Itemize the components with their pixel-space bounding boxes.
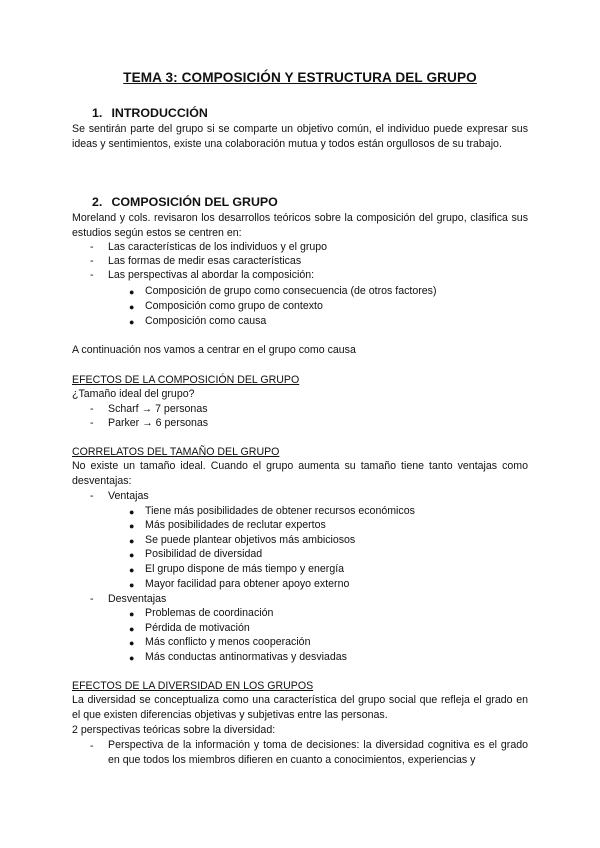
diversidad-paragraph: La diversidad se conceptualiza como una característica del grupo social que refleja el grado en el que existen diferencias objetivas y subjetivas entre las personas. (72, 694, 528, 721)
bullet-icon: ● (129, 653, 135, 663)
sub-list-item: Más posibilidades de reclutar expertos (145, 519, 326, 531)
question-text: ¿Tamaño ideal del grupo? (72, 388, 195, 400)
bullet-icon: ● (129, 550, 135, 560)
sub-list-item: Se puede plantear objetivos más ambiciosos (145, 534, 356, 546)
bullet-icon: ● (129, 317, 135, 327)
intro-paragraph: Se sentirán parte del grupo si se comparte un objetivo común, el individuo puede expresar sus ideas y sentimientos, existe una colaboración mutua y todos están orgullosos de su trabajo. (72, 123, 528, 150)
sub-list-item: Más conductas antinormativas y desviadas (145, 651, 347, 663)
section-heading-introduccion (92, 106, 208, 120)
sub-list-item: Composición como grupo de contexto (145, 300, 323, 312)
bullet-icon: ● (129, 287, 135, 297)
bullet-icon: ● (129, 536, 135, 546)
dash-marker: - (90, 269, 94, 281)
section-title: COMPOSICIÓN DEL GRUPO (111, 195, 278, 209)
bullet-icon: ● (129, 521, 135, 531)
list-item-desventajas: Desventajas (108, 593, 167, 605)
bullet-icon: ● (129, 624, 135, 634)
sub-list-item: El grupo dispone de más tiempo y energía (145, 563, 345, 575)
subheading-diversidad: EFECTOS DE LA DIVERSIDAD EN LOS GRUPOS (72, 680, 314, 692)
sub-list-item: Posibilidad de diversidad (145, 548, 263, 560)
dash-marker: - (90, 241, 94, 253)
dash-marker: - (90, 403, 94, 415)
perspectivas-text: 2 perspectivas teóricas sobre la diversidad: (72, 724, 276, 736)
dash-marker: - (90, 740, 94, 752)
correlatos-paragraph: No existe un tamaño ideal. Cuando el grupo aumenta su tamaño tiene tanto ventajas como desventajas: (72, 460, 528, 487)
section-heading-composicion (92, 195, 278, 209)
bullet-icon: ● (129, 609, 135, 619)
list-item: Scharf → 7 personas (108, 403, 208, 415)
list-item: Perspectiva de la información y toma de decisiones: la diversidad cognitiva es el grado en que todos los miembros difieren en cuanto a conocimientos, experiencias y (108, 739, 528, 766)
sub-list-item: Composición de grupo como consecuencia (de otros factores) (145, 285, 437, 297)
dash-marker: - (90, 593, 94, 605)
section-title: INTRODUCCIÓN (111, 106, 208, 120)
dash-marker: - (90, 490, 94, 502)
list-item: Las formas de medir esas características (108, 255, 302, 267)
section-number: 1. (92, 106, 103, 120)
dash-marker: - (90, 417, 94, 429)
section-number: 2. (92, 195, 103, 209)
page-title: TEMA 3: COMPOSICIÓN Y ESTRUCTURA DEL GRUPO (123, 70, 477, 85)
sub-list-item: Composición como causa (145, 315, 267, 327)
list-item: Las características de los individuos y el grupo (108, 241, 328, 253)
sub-list-item: Pérdida de motivación (145, 622, 250, 634)
sub-list-item: Más conflicto y menos cooperación (145, 636, 311, 648)
bullet-icon: ● (129, 507, 135, 517)
list-item: Parker → 6 personas (108, 417, 209, 429)
composicion-paragraph: Moreland y cols. revisaron los desarrollos teóricos sobre la composición del grupo, clasifica sus estudios según estos se centren en: (72, 212, 528, 239)
bullet-icon: ● (129, 302, 135, 312)
sub-list-item: Tiene más posibilidades de obtener recursos económicos (145, 505, 415, 517)
sub-list-item: Mayor facilidad para obtener apoyo externo (145, 578, 350, 590)
bullet-icon: ● (129, 638, 135, 648)
bullet-icon: ● (129, 565, 135, 575)
dash-marker: - (90, 255, 94, 267)
sub-list-item: Problemas de coordinación (145, 607, 274, 619)
bullet-icon: ● (129, 580, 135, 590)
continuation-text: A continuación nos vamos a centrar en el grupo como causa (72, 344, 356, 356)
list-item-ventajas: Ventajas (108, 490, 149, 502)
list-item: Las perspectivas al abordar la composición: (108, 269, 315, 281)
subheading-correlatos: CORRELATOS DEL TAMAÑO DEL GRUPO (72, 446, 280, 458)
subheading-efectos: EFECTOS DE LA COMPOSICIÓN DEL GRUPO (72, 374, 300, 386)
